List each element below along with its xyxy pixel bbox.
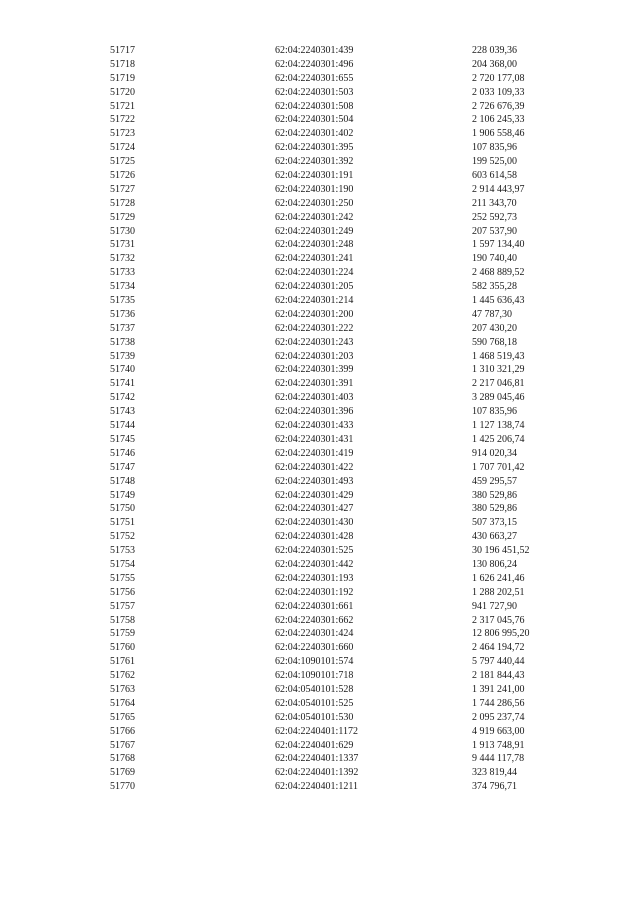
- cadastral-number: 62:04:2240301:427: [275, 503, 354, 515]
- cadastral-number: 62:04:2240301:222: [275, 322, 354, 334]
- row-number: 51725: [110, 156, 135, 168]
- table-row: [110, 766, 590, 780]
- cadastral-value: 603 614,58: [472, 170, 517, 182]
- row-number: 51728: [110, 197, 135, 209]
- row-number: 51720: [110, 86, 135, 98]
- cadastral-value: 252 592,73: [472, 211, 517, 223]
- cadastral-number: 62:04:2240301:192: [275, 586, 354, 598]
- cadastral-number: 62:04:2240301:430: [275, 517, 354, 529]
- cadastral-number: 62:04:2240301:191: [275, 170, 354, 182]
- row-number: 51719: [110, 72, 135, 84]
- cadastral-value: 107 835,96: [472, 142, 517, 154]
- cadastral-number: 62:04:2240301:433: [275, 420, 354, 432]
- cadastral-value: 1 744 286,56: [472, 697, 525, 709]
- table-row: [110, 155, 590, 169]
- table-row: [110, 225, 590, 239]
- cadastral-number: 62:04:2240301:429: [275, 489, 354, 501]
- cadastral-number: 62:04:0540101:528: [275, 683, 354, 695]
- row-number: 51764: [110, 697, 135, 709]
- cadastral-value: 1 707 701,42: [472, 461, 525, 473]
- row-number: 51757: [110, 600, 135, 612]
- row-number: 51740: [110, 364, 135, 376]
- cadastral-value: 2 033 109,33: [472, 86, 525, 98]
- cadastral-number: 62:04:2240401:1172: [275, 725, 358, 737]
- cadastral-number: 62:04:2240301:200: [275, 308, 354, 320]
- table-row: [110, 72, 590, 86]
- cadastral-value: 207 430,20: [472, 322, 517, 334]
- cadastral-value: 1 127 138,74: [472, 420, 525, 432]
- row-number: 51769: [110, 767, 135, 779]
- table-row: [110, 405, 590, 419]
- row-number: 51735: [110, 295, 135, 307]
- table-row: [110, 697, 590, 711]
- cadastral-value: 3 289 045,46: [472, 392, 525, 404]
- table-row: [110, 627, 590, 641]
- row-number: 51758: [110, 614, 135, 626]
- row-number: 51760: [110, 642, 135, 654]
- cadastral-number: 62:04:2240301:496: [275, 58, 354, 70]
- row-number: 51722: [110, 114, 135, 126]
- cadastral-number: 62:04:2240301:193: [275, 572, 354, 584]
- row-number: 51756: [110, 586, 135, 598]
- cadastral-value: 2 217 046,81: [472, 378, 525, 390]
- cadastral-number: 62:04:2240301:431: [275, 433, 354, 445]
- cadastral-value: 4 919 663,00: [472, 725, 525, 737]
- row-number: 51736: [110, 308, 135, 320]
- table-row: [110, 558, 590, 572]
- row-number: 51737: [110, 322, 135, 334]
- cadastral-value: 199 525,00: [472, 156, 517, 168]
- table-row: [110, 419, 590, 433]
- row-number: 51770: [110, 781, 135, 793]
- cadastral-value: 1 626 241,46: [472, 572, 525, 584]
- cadastral-number: 62:04:2240301:190: [275, 183, 354, 195]
- cadastral-number: 62:04:2240301:655: [275, 72, 354, 84]
- table-row: [110, 489, 590, 503]
- table-row: [110, 350, 590, 364]
- table-row: [110, 461, 590, 475]
- row-number: 51747: [110, 461, 135, 473]
- cadastral-value: 2 726 676,39: [472, 100, 525, 112]
- cadastral-value: 12 806 995,20: [472, 628, 530, 640]
- cadastral-value: 2 720 177,08: [472, 72, 525, 84]
- cadastral-number: 62:04:2240401:1211: [275, 781, 358, 793]
- cadastral-number: 62:04:1090101:574: [275, 656, 354, 668]
- cadastral-number: 62:04:0540101:530: [275, 711, 354, 723]
- table-row: [110, 211, 590, 225]
- cadastral-value: 323 819,44: [472, 767, 517, 779]
- cadastral-value: 1 310 321,29: [472, 364, 525, 376]
- row-number: 51726: [110, 170, 135, 182]
- cadastral-number: 62:04:1090101:718: [275, 670, 354, 682]
- cadastral-value: 190 740,40: [472, 253, 517, 265]
- row-number: 51741: [110, 378, 135, 390]
- row-number: 51718: [110, 58, 135, 70]
- table-row: [110, 363, 590, 377]
- cadastral-number: 62:04:2240301:661: [275, 600, 354, 612]
- row-number: 51742: [110, 392, 135, 404]
- table-row: [110, 183, 590, 197]
- cadastral-number: 62:04:2240301:662: [275, 614, 354, 626]
- table-row: [110, 655, 590, 669]
- table-row: [110, 641, 590, 655]
- table-row: [110, 739, 590, 753]
- cadastral-value: 107 835,96: [472, 406, 517, 418]
- row-number: 51761: [110, 656, 135, 668]
- cadastral-value: 380 529,86: [472, 503, 517, 515]
- table-row: [110, 752, 590, 766]
- cadastral-number: 62:04:2240301:428: [275, 531, 354, 543]
- table-row: [110, 725, 590, 739]
- cadastral-number: 62:04:2240301:203: [275, 350, 354, 362]
- cadastral-value: 1 906 558,46: [472, 128, 525, 140]
- table-row: [110, 280, 590, 294]
- table-row: [110, 502, 590, 516]
- row-number: 51731: [110, 239, 135, 251]
- table-row: [110, 44, 590, 58]
- cadastral-number: 62:04:2240301:249: [275, 225, 354, 237]
- row-number: 51752: [110, 531, 135, 543]
- cadastral-value: 130 806,24: [472, 558, 517, 570]
- cadastral-value: 1 913 748,91: [472, 739, 525, 751]
- row-number: 51738: [110, 336, 135, 348]
- cadastral-number: 62:04:2240401:1392: [275, 767, 359, 779]
- row-number: 51766: [110, 725, 135, 737]
- row-number: 51753: [110, 545, 135, 557]
- cadastral-value: 228 039,36: [472, 45, 517, 56]
- row-number: 51724: [110, 142, 135, 154]
- cadastral-value: 1 391 241,00: [472, 683, 525, 695]
- cadastral-value: 2 095 237,74: [472, 711, 525, 723]
- cadastral-value: 2 914 443,97: [472, 183, 525, 195]
- cadastral-number: 62:04:2240301:504: [275, 114, 354, 126]
- table-row: [110, 516, 590, 530]
- row-number: 51762: [110, 670, 135, 682]
- cadastral-number: 62:04:2240301:243: [275, 336, 354, 348]
- cadastral-number: 62:04:2240401:629: [275, 739, 354, 751]
- cadastral-number: 62:04:2240301:422: [275, 461, 354, 473]
- table-row: [110, 391, 590, 405]
- cadastral-value: 1 468 519,43: [472, 350, 525, 362]
- row-number: 51750: [110, 503, 135, 515]
- row-number: 51743: [110, 406, 135, 418]
- row-number: 51767: [110, 739, 135, 751]
- cadastral-value: 1 425 206,74: [472, 433, 525, 445]
- cadastral-value: 590 768,18: [472, 336, 517, 348]
- cadastral-number: 62:04:2240301:525: [275, 545, 354, 557]
- row-number: 51723: [110, 128, 135, 140]
- row-number: 51734: [110, 281, 135, 293]
- cadastral-value: 2 468 889,52: [472, 267, 525, 279]
- table-row: [110, 100, 590, 114]
- table-row: [110, 711, 590, 725]
- cadastral-number: 62:04:2240301:399: [275, 364, 354, 376]
- cadastral-value: 380 529,86: [472, 489, 517, 501]
- table-row: [110, 669, 590, 683]
- table-row: [110, 447, 590, 461]
- row-number: 51729: [110, 211, 135, 223]
- cadastral-number: 62:04:2240301:241: [275, 253, 354, 265]
- cadastral-number: 62:04:2240301:503: [275, 86, 354, 98]
- table-row: [110, 475, 590, 489]
- table-row: [110, 58, 590, 72]
- row-number: 51754: [110, 558, 135, 570]
- cadastral-number: 62:04:2240301:392: [275, 156, 354, 168]
- table-row: [110, 266, 590, 280]
- cadastral-value: 207 537,90: [472, 225, 517, 237]
- cadastral-number: 62:04:2240301:214: [275, 295, 354, 307]
- row-number: 51732: [110, 253, 135, 265]
- cadastral-value: 30 196 451,52: [472, 545, 530, 557]
- table-row: [110, 544, 590, 558]
- cadastral-value: 1 597 134,40: [472, 239, 525, 251]
- row-number: 51763: [110, 683, 135, 695]
- row-number: 51727: [110, 183, 135, 195]
- cadastral-value: 2 317 045,76: [472, 614, 525, 626]
- cadastral-value: 430 663,27: [472, 531, 517, 543]
- table-row: [110, 294, 590, 308]
- table-row: [110, 113, 590, 127]
- table-row: [110, 169, 590, 183]
- table-row: [110, 683, 590, 697]
- cadastral-number: 62:04:2240301:242: [275, 211, 354, 223]
- table-row: [110, 600, 590, 614]
- cadastral-number: 62:04:2240301:250: [275, 197, 354, 209]
- table-row: [110, 141, 590, 155]
- cadastral-value: 211 343,70: [472, 197, 517, 209]
- cadastral-value: 1 288 202,51: [472, 586, 525, 598]
- cadastral-number: 62:04:2240301:419: [275, 447, 354, 459]
- cadastral-value: 914 020,34: [472, 447, 517, 459]
- row-number: 51721: [110, 100, 135, 112]
- table-row: [110, 127, 590, 141]
- table-row: [110, 197, 590, 211]
- cadastral-value: 5 797 440,44: [472, 656, 525, 668]
- table-row: [110, 252, 590, 266]
- cadastral-value: 2 106 245,33: [472, 114, 525, 126]
- valuation-table: [110, 44, 590, 794]
- row-number: 51768: [110, 753, 135, 765]
- row-number: 51744: [110, 420, 135, 432]
- row-number: 51730: [110, 225, 135, 237]
- cadastral-value: 459 295,57: [472, 475, 517, 487]
- cadastral-value: 2 464 194,72: [472, 642, 525, 654]
- cadastral-value: 1 445 636,43: [472, 295, 525, 307]
- cadastral-number: 62:04:2240301:248: [275, 239, 354, 251]
- table-row: [110, 86, 590, 100]
- cadastral-value: 507 373,15: [472, 517, 517, 529]
- cadastral-value: 47 787,30: [472, 308, 512, 320]
- table-row: [110, 586, 590, 600]
- cadastral-value: 941 727,90: [472, 600, 517, 612]
- cadastral-number: 62:04:2240301:205: [275, 281, 354, 293]
- table-row: [110, 336, 590, 350]
- cadastral-value: 582 355,28: [472, 281, 517, 293]
- cadastral-number: 62:04:2240301:395: [275, 142, 354, 154]
- cadastral-number: 62:04:2240301:424: [275, 628, 354, 640]
- cadastral-value: 2 181 844,43: [472, 670, 525, 682]
- row-number: 51751: [110, 517, 135, 529]
- row-number: 51717: [110, 45, 135, 56]
- row-number: 51765: [110, 711, 135, 723]
- cadastral-number: 62:04:2240301:403: [275, 392, 354, 404]
- table-row: [110, 308, 590, 322]
- cadastral-number: 62:04:2240301:396: [275, 406, 354, 418]
- row-number: 51733: [110, 267, 135, 279]
- table-row: [110, 433, 590, 447]
- row-number: 51749: [110, 489, 135, 501]
- cadastral-number: 62:04:2240301:660: [275, 642, 354, 654]
- table-row: [110, 377, 590, 391]
- table-row: [110, 238, 590, 252]
- row-number: 51748: [110, 475, 135, 487]
- row-number: 51745: [110, 433, 135, 445]
- cadastral-number: 62:04:2240301:391: [275, 378, 354, 390]
- cadastral-number: 62:04:2240301:439: [275, 45, 354, 56]
- cadastral-value: 9 444 117,78: [472, 753, 525, 765]
- cadastral-value: 374 796,71: [472, 781, 517, 793]
- cadastral-number: 62:04:2240301:402: [275, 128, 354, 140]
- row-number: 51746: [110, 447, 135, 459]
- cadastral-number: 62:04:2240401:1337: [275, 753, 359, 765]
- row-number: 51739: [110, 350, 135, 362]
- cadastral-number: 62:04:2240301:224: [275, 267, 354, 279]
- cadastral-number: 62:04:0540101:525: [275, 697, 354, 709]
- cadastral-number: 62:04:2240301:508: [275, 100, 354, 112]
- table-row: [110, 530, 590, 544]
- cadastral-number: 62:04:2240301:493: [275, 475, 354, 487]
- cadastral-number: 62:04:2240301:442: [275, 558, 354, 570]
- table-row: [110, 322, 590, 336]
- table-row: [110, 614, 590, 628]
- table-row: [110, 780, 590, 794]
- row-number: 51755: [110, 572, 135, 584]
- table-row: [110, 572, 590, 586]
- row-number: 51759: [110, 628, 135, 640]
- cadastral-value: 204 368,00: [472, 58, 517, 70]
